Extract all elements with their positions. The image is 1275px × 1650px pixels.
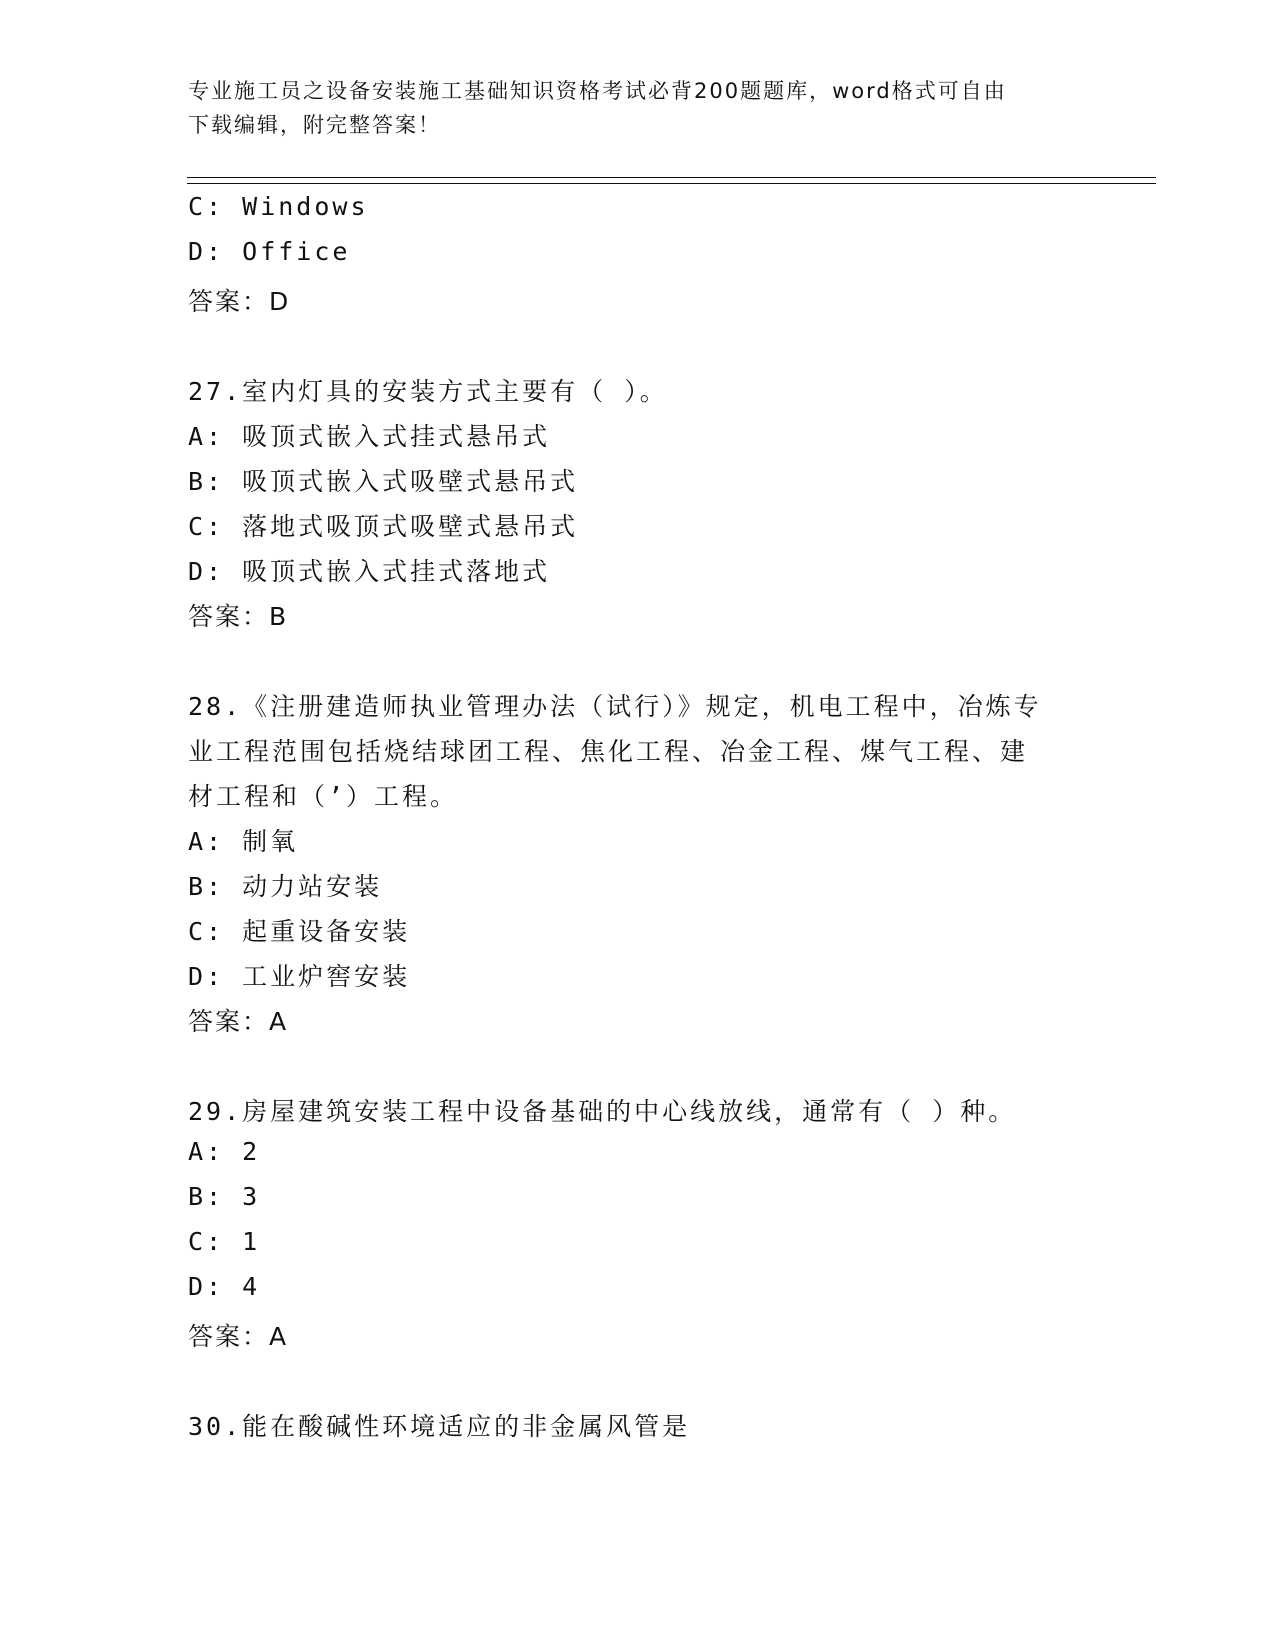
prev-question-option-d: D: Office [188, 237, 351, 266]
question-27-option-c: C: 落地式吸顶式吸壁式悬吊式 [188, 512, 579, 541]
question-27-stem: 27.室内灯具的安装方式主要有（ ）。 [188, 377, 668, 406]
question-29-option-c: C: 1 [188, 1227, 261, 1256]
question-29-option-d: D: 4 [188, 1272, 261, 1301]
question-29-answer: 答案：A [188, 1322, 289, 1351]
question-28-option-a: A: 制氧 [188, 827, 299, 856]
question-28-stem-line-1: 28.《注册建造师执业管理办法（试行）》规定，机电工程中，冶炼专 [188, 692, 1042, 721]
question-30-stem: 30.能在酸碱性环境适应的非金属风管是 [188, 1412, 691, 1441]
prev-question-answer: 答案：D [188, 287, 291, 316]
question-27-answer: 答案：B [188, 602, 289, 631]
prev-question-option-c: C: Windows [188, 192, 369, 221]
question-28-answer: 答案：A [188, 1007, 289, 1036]
header-divider-top [187, 177, 1156, 178]
document-header [188, 74, 1088, 142]
header-divider-bottom [187, 183, 1156, 184]
question-28-option-c: C: 起重设备安装 [188, 917, 411, 946]
question-27-option-d: D: 吸顶式嵌入式挂式落地式 [188, 557, 551, 586]
question-28-option-b: B: 动力站安装 [188, 872, 383, 901]
question-29-stem: 29.房屋建筑安装工程中设备基础的中心线放线，通常有（ ）种。 [188, 1097, 1017, 1126]
question-29-option-b: B: 3 [188, 1182, 261, 1211]
question-28-stem-line-3: 材工程和（’）工程。 [188, 782, 459, 811]
question-28-stem-line-2: 业工程范围包括烧结球团工程、焦化工程、冶金工程、煤气工程、建 [188, 737, 1029, 766]
question-27-option-b: B: 吸顶式嵌入式吸壁式悬吊式 [188, 467, 579, 496]
header-title-line-2: 下载编辑，附完整答案！ [188, 113, 441, 137]
question-27-option-a: A: 吸顶式嵌入式挂式悬吊式 [188, 422, 551, 451]
question-28-option-d: D: 工业炉窖安装 [188, 962, 411, 991]
header-title-line-1: 专业施工员之设备安装施工基础知识资格考试必背200题题库，word格式可自由 [188, 79, 1007, 103]
question-29-option-a: A: 2 [188, 1137, 261, 1166]
